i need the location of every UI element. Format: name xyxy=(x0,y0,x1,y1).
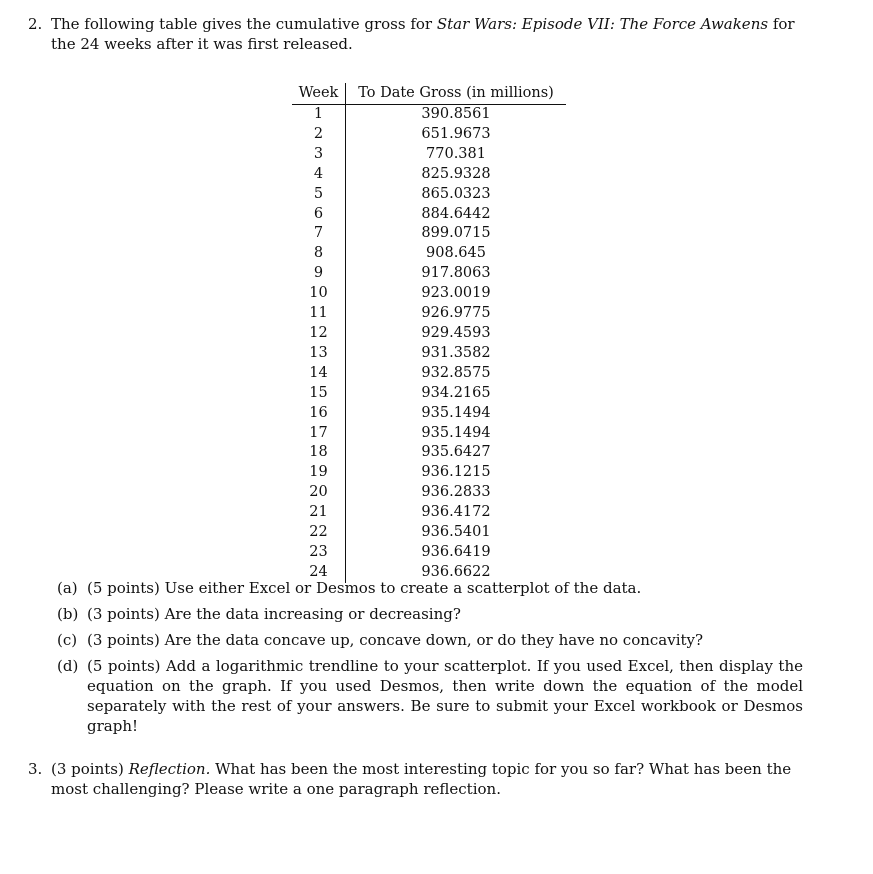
week-cell: 11 xyxy=(292,304,346,324)
part-a xyxy=(0,578,873,598)
week-cell: 2 xyxy=(292,125,346,145)
table-row xyxy=(292,384,566,404)
table-row xyxy=(292,483,566,503)
part-label: (d) xyxy=(57,657,79,675)
gross-cell: 936.6419 xyxy=(421,543,491,560)
gross-cell: 926.9775 xyxy=(421,305,491,322)
part-b xyxy=(0,604,873,624)
week-cell: 18 xyxy=(292,443,346,463)
gross-cell: 935.6427 xyxy=(421,444,491,461)
week-cell: 21 xyxy=(292,503,346,523)
gross-cell: 825.9328 xyxy=(421,165,491,182)
gross-cell: 899.0715 xyxy=(421,225,491,242)
table-row xyxy=(292,264,566,284)
week-cell: 3 xyxy=(292,145,346,165)
week-cell: 7 xyxy=(292,224,346,244)
gross-cell: 934.2165 xyxy=(421,384,491,401)
gross-cell: 923.0019 xyxy=(421,285,491,302)
table-row xyxy=(292,304,566,324)
problem-number: 3. xyxy=(28,760,43,778)
table-row xyxy=(292,523,566,543)
week-cell: 12 xyxy=(292,324,346,344)
week-cell: 5 xyxy=(292,185,346,205)
table-row xyxy=(292,125,566,145)
table-row xyxy=(292,543,566,563)
week-cell: 17 xyxy=(292,424,346,444)
table-row xyxy=(292,404,566,424)
table-row xyxy=(292,205,566,225)
gross-cell: 936.4172 xyxy=(421,504,491,521)
table-row xyxy=(292,463,566,483)
gross-cell: 936.5401 xyxy=(421,524,491,541)
gross-cell: 908.645 xyxy=(426,245,486,262)
week-cell: 1 xyxy=(292,105,346,125)
part-c xyxy=(0,630,873,650)
problem-3 xyxy=(0,759,873,799)
problem-2 xyxy=(0,14,873,580)
problem-3-text xyxy=(51,759,811,799)
gross-cell: 390.8561 xyxy=(421,106,491,122)
gross-cell: 917.8063 xyxy=(421,265,491,282)
part-d xyxy=(0,656,873,736)
part-label: (a) xyxy=(57,579,78,597)
week-cell: 20 xyxy=(292,483,346,503)
gross-cell: 936.1215 xyxy=(421,464,491,481)
problem-number: 2. xyxy=(28,15,43,33)
table-row xyxy=(292,224,566,244)
intro-text-end: for the 24 weeks after it was first released. xyxy=(51,15,795,53)
cumulative-gross-table xyxy=(292,83,566,583)
week-cell: 10 xyxy=(292,284,346,304)
gross-cell: 931.3582 xyxy=(421,344,491,361)
gross-cell: 936.6622 xyxy=(421,563,491,580)
problem-2-intro xyxy=(0,14,873,54)
week-cell: 16 xyxy=(292,404,346,424)
gross-cell: 935.1494 xyxy=(421,424,491,441)
table-row xyxy=(292,424,566,444)
week-cell: 8 xyxy=(292,244,346,264)
gross-cell: 936.2833 xyxy=(421,484,491,501)
movie-title: Star Wars: Episode VII: The Force Awakens xyxy=(436,15,769,33)
reflection-prompt: What has been the most interesting topic for you so far? What has been the most challenging? Please write a one paragraph reflection. xyxy=(51,760,792,798)
part-label: (b) xyxy=(57,605,79,623)
week-cell: 15 xyxy=(292,384,346,404)
week-cell: 4 xyxy=(292,165,346,185)
problem-2-parts xyxy=(0,578,873,742)
week-cell: 19 xyxy=(292,463,346,483)
table-row xyxy=(292,443,566,463)
week-cell: 9 xyxy=(292,264,346,284)
week-cell: 23 xyxy=(292,543,346,563)
gross-cell: 935.1494 xyxy=(421,404,491,421)
table-row xyxy=(292,165,566,185)
week-cell: 24 xyxy=(292,563,346,583)
column-header-week: Week xyxy=(292,83,346,105)
gross-cell: 932.8575 xyxy=(421,364,491,381)
table-row xyxy=(292,503,566,523)
gross-cell: 884.6442 xyxy=(421,205,491,222)
week-cell: 13 xyxy=(292,344,346,364)
part-text: (3 points) Are the data concave up, concave down, or do they have no concavity? xyxy=(87,631,704,649)
table-row xyxy=(292,185,566,205)
gross-cell: 929.4593 xyxy=(421,324,491,341)
gross-cell: 865.0323 xyxy=(421,185,491,202)
intro-text: The following table gives the cumulative gross for xyxy=(51,15,437,33)
part-text: (5 points) Use either Excel or Desmos to create a scatterplot of the data. xyxy=(87,579,642,597)
problem-2-statement xyxy=(51,14,811,54)
part-text: (3 points) Are the data increasing or decreasing? xyxy=(87,605,461,623)
table-row xyxy=(292,145,566,165)
week-cell: 14 xyxy=(292,364,346,384)
table-row xyxy=(292,105,566,125)
table-row xyxy=(292,284,566,304)
part-text: (5 points) Add a logarithmic trendline to your scatterplot. If you used Excel, then display the equation on the graph. If you used Desmos, then write down the equation of the model separately with the rest of your answers. Be sure to submit your Excel workbook or Desmos graph! xyxy=(87,657,803,735)
table-row xyxy=(292,324,566,344)
table-row xyxy=(292,364,566,384)
table-row xyxy=(292,344,566,364)
problem-3-statement xyxy=(0,759,873,799)
week-cell: 6 xyxy=(292,205,346,225)
reflection-heading: Reflection. xyxy=(128,760,211,778)
gross-cell: 770.381 xyxy=(426,145,486,162)
table-row xyxy=(292,244,566,264)
points: (3 points) xyxy=(51,760,129,778)
gross-cell: 651.9673 xyxy=(421,125,491,142)
table-header-row xyxy=(292,83,566,105)
column-header-gross: To Date Gross (in millions) xyxy=(358,85,554,101)
table-body xyxy=(292,105,566,583)
part-label: (c) xyxy=(57,631,78,649)
week-cell: 22 xyxy=(292,523,346,543)
